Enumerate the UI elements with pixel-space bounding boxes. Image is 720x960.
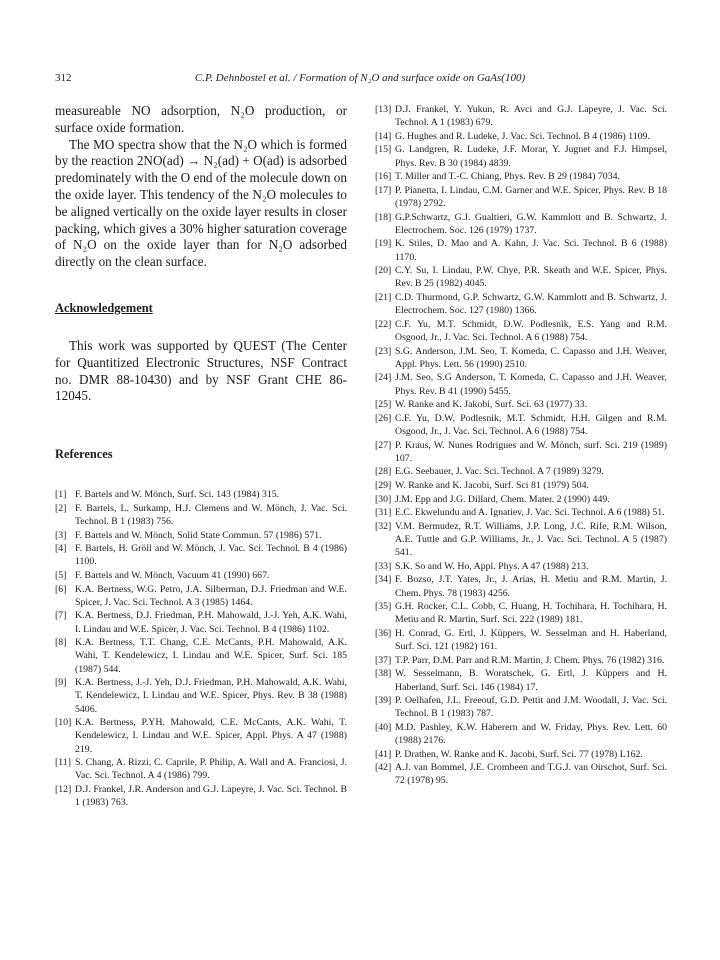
reference-item: [375, 211, 667, 237]
reference-number: [10]: [55, 717, 72, 729]
reference-item: [55, 636, 347, 676]
reference-number: [40]: [375, 721, 392, 733]
paragraph-2: The MO spectra show that the N₂O which is formed by the reaction 2NO(ad) → N₂(ad) + O(ad) is adsorbed predominately with the O end of the molecule down on the oxide layer. This tendency of the N₂O molecules to be aligned vertically on the oxide layer results in closer packing, which gives a 30% higher saturation coverage of N₂O on the oxide layer than for N₂O adsorbed directly on the clean surface.: [55, 136, 347, 270]
reference-item: [375, 761, 667, 787]
reference-number: [6]: [55, 583, 67, 595]
left-column: [55, 103, 347, 810]
reference-number: [4]: [55, 543, 67, 555]
reference-text: P. Oelhafen, J.L. Freeouf, G.D. Pettit and J.M. Woodall, J. Vac. Sci. Technol. B 1 (1983) 787.: [395, 695, 667, 720]
reference-item: [375, 573, 667, 599]
reference-text: S. Chang, A. Rizzi, C. Caprile, P. Philip, A. Wall and A. Franciosi, J. Vac. Sci. Technol. A 4 (1986) 799.: [75, 757, 347, 782]
reference-item: [375, 627, 667, 653]
page-number: 312: [55, 72, 72, 84]
reference-number: [17]: [375, 184, 392, 196]
references-list-left: [55, 488, 347, 809]
reference-text: J.M. Epp and J.G. Dillard, Chem. Mater. 2 (1990) 449.: [395, 493, 610, 505]
running-title: C.P. Dehnbostel et al. / Formation of N₂O and surface oxide on GaAs(100): [194, 72, 526, 84]
reference-text: K.A. Bertness, T.T. Chang, C.E. McCants, P.H. Mahowald, A.K. Wahi, T. Kendelewicz, I. Lindau and W.E. Spicer, Surf. Sci. 185 (1987) 544.: [75, 637, 347, 675]
reference-item: [375, 493, 667, 506]
reference-text: F. Bartels, H. Gröll and W. Mönch, J. Vac. Sci. Technol. B 4 (1986) 1100.: [75, 543, 347, 568]
reference-item: [375, 439, 667, 465]
reference-item: [375, 398, 667, 411]
reference-number: [27]: [375, 439, 392, 451]
reference-text: V.M. Bermudez, R.T. Williams, J.P. Long, J.C. Rife, R.M. Wilson, A.E. Tuttle and G.P. Williams, Jr., J. Vac. Sci. Technol. A 5 (1987) 541.: [395, 520, 667, 559]
reference-item: [375, 130, 667, 143]
reference-number: [33]: [375, 560, 392, 572]
reference-number: [3]: [55, 529, 67, 541]
reference-number: [30]: [375, 493, 392, 505]
reference-text: J.M. Seo, S.G Anderson, T. Komeda, C. Capasso and J.H. Weaver, Phys. Rev. B 41 (1990) 5455.: [395, 372, 667, 397]
reference-item: [375, 318, 667, 344]
reference-item: [375, 694, 667, 720]
reference-text: S.G. Anderson, J.M. Seo, T. Komeda, C. Capasso and J.H. Weaver, Appl. Phys. Lett. 56 (1990) 2510.: [395, 345, 667, 370]
reference-number: [8]: [55, 637, 67, 649]
reference-number: [31]: [375, 507, 392, 519]
reference-number: [15]: [375, 144, 392, 156]
reference-item: [375, 667, 667, 693]
reference-item: [55, 676, 347, 716]
reference-text: G. Landgren, R. Ludeke, J.F. Morar, Y. Jugnet and F.J. Himpsel, Phys. Rev. B 30 (1984) 4839.: [395, 144, 667, 169]
reference-text: K.A. Bertness, D.J. Friedman, P.H. Mahowald, J.-J. Yeh, A.K. Wahi, I. Lindau and W.E. Spicer, J. Vac. Sci. Technol. B 4 (1986) 1102.: [75, 610, 347, 635]
reference-number: [18]: [375, 211, 392, 223]
reference-text: F. Bartels and W. Mönch, Surf. Sci. 143 (1984) 315.: [75, 489, 280, 501]
reference-text: F. Bartels, L. Surkamp, H.J. Clemens and W. Mönch, J. Vac. Sci. Technol. B 1 (1983) 756.: [75, 502, 347, 527]
reference-text: C.D. Thurmond, G.P. Schwartz, G.W. Kammlott and B. Schwartz, J. Electrochem. Soc. 127 (1980) 1366.: [395, 291, 667, 317]
reference-number: [16]: [375, 171, 392, 183]
reference-item: [55, 609, 347, 635]
reference-text: S.K. So and W. Ho, Appl. Phys. A 47 (1988) 213.: [395, 560, 589, 572]
reference-number: [23]: [375, 345, 392, 357]
reference-number: [9]: [55, 677, 67, 689]
reference-text: F. Bartels and W. Mönch, Solid State Commun. 57 (1986) 571.: [75, 529, 322, 541]
reference-text: C.F. Yu, D.W. Podlesnik, M.T. Schmidt, H.H. Gilgen and R.M. Osgood, Jr., J. Vac. Sci. Technol. A 6 (1988) 754.: [395, 412, 667, 437]
reference-text: G.H. Rocker, C.L. Cobb, C. Huang, H. Tochihara, H. Tochihara, H. Metiu and R. Martin, Surf. Sci. 222 (1989) 181.: [395, 601, 667, 626]
reference-number: [13]: [375, 104, 392, 115]
reference-item: [375, 748, 667, 761]
reference-number: [25]: [375, 399, 392, 411]
reference-number: [21]: [375, 291, 392, 303]
reference-text: F. Bozso, J.T. Yates, Jr., J. Arias, H. Metiu and R.M. Martin, J. Chem. Phys. 78 (1983) 4256.: [395, 574, 667, 599]
reference-number: [11]: [55, 757, 71, 769]
reference-item: [55, 488, 347, 501]
reference-number: [2]: [55, 502, 67, 514]
references-heading: References: [55, 447, 113, 462]
acknowledgement-body: [55, 338, 347, 405]
reference-item: [375, 721, 667, 747]
reference-text: H. Conrad, G. Ertl, J. Küppers, W. Sesselman and H. Haberland, Surf. Sci. 121 (1982) 161.: [395, 627, 667, 653]
reference-text: P. Pianetta, I. Lindau, C.M. Garner and W.E. Spicer, Phys. Rev. B 18 (1978) 2792.: [395, 184, 667, 209]
acknowledgement-heading: Acknowledgement: [55, 300, 153, 315]
reference-item: [375, 560, 667, 573]
reference-text: C.F. Yu, M.T. Schmidt, D.W. Podlesnik, E.S. Yang and R.M. Osgood, Jr., J. Vac. Sci. Technol. A 6 (1988) 754.: [395, 318, 667, 343]
reference-item: [375, 237, 667, 263]
reference-item: [375, 264, 667, 290]
right-column: [375, 103, 667, 788]
reference-text: G. Hughes and R. Ludeke, J. Vac. Sci. Technol. B 4 (1986) 1109.: [395, 130, 650, 142]
reference-number: [12]: [55, 783, 72, 795]
reference-number: [37]: [375, 654, 392, 666]
reference-number: [22]: [375, 318, 392, 330]
reference-text: E.G. Seebauer, J. Vac. Sci. Technol. A 7 (1989) 3279.: [395, 466, 604, 478]
reference-number: [19]: [375, 238, 392, 250]
reference-number: [20]: [375, 265, 392, 277]
reference-item: [375, 170, 667, 183]
reference-text: K.A. Bertness, P.YH. Mahowald, C.E. McCants, A.K. Wahi, T. Kendelewicz, I. Lindau and W.E. Spicer, Appl. Phys. A 47 (1988) 219.: [75, 717, 347, 755]
reference-item: [375, 143, 667, 169]
reference-item: [375, 412, 667, 438]
reference-text: K.A. Bertness, W.G. Petro, J.A. Silberman, D.J. Friedman and W.E. Spicer, J. Vac. Sci. Technol. A 3 (1985) 1464.: [75, 583, 347, 608]
reference-text: C.Y. Su, I. Lindau, P.W. Chye, P.R. Skeath and W.E. Spicer, Phys. Rev. B 25 (1982) 4045.: [395, 265, 667, 290]
reference-text: D.J. Frankel, Y. Yukun, R. Avci and G.J. Lapeyre, J. Vac. Sci. Technol. A 1 (1983) 679.: [395, 104, 667, 129]
reference-text: M.D. Pashley, K.W. Haberern and W. Friday, Phys. Rev. Lett. 60 (1988) 2176.: [395, 721, 667, 747]
reference-item: [375, 520, 667, 560]
reference-item: [375, 465, 667, 478]
reference-number: [35]: [375, 601, 392, 613]
reference-item: [55, 542, 347, 568]
reference-number: [28]: [375, 466, 392, 478]
running-header: [55, 72, 665, 88]
reference-text: T.P. Parr, D.M. Parr and R.M. Martin, J. Chem. Phys. 76 (1982) 316.: [395, 654, 665, 666]
reference-item: [55, 502, 347, 528]
reference-text: P. Drathen, W. Ranke and K. Jacobi, Surf. Sci. 77 (1978) L162.: [395, 748, 643, 760]
reference-text: E.C. Ekwelundu and A. Ignatiev, J. Vac. Sci. Technol. A 6 (1988) 51.: [395, 507, 665, 519]
reference-item: [55, 583, 347, 609]
reference-number: [34]: [375, 574, 392, 586]
references-list-right: [375, 103, 667, 788]
acknowledgement-text: This work was supported by QUEST (The Center for Quantitized Electronic Structures, NSF Contract no. DMR 88-10430) and by NSF Grant CHE 86-12045.: [55, 337, 347, 404]
reference-item: [375, 103, 667, 129]
reference-item: [375, 600, 667, 626]
reference-text: K. Stiles, D. Mao and A. Kahn, J. Vac. Sci. Technol. B 6 (1988) 1170.: [395, 238, 667, 263]
reference-text: W. Ranke and K. Jacobi, Surf. Sci 81 (1979) 504.: [395, 479, 589, 491]
reference-number: [5]: [55, 569, 67, 581]
reference-number: [29]: [375, 479, 392, 491]
reference-item: [55, 569, 347, 582]
reference-number: [39]: [375, 695, 392, 707]
body-text: [55, 103, 347, 271]
reference-number: [26]: [375, 412, 392, 424]
reference-number: [24]: [375, 372, 392, 384]
reference-number: [32]: [375, 520, 392, 532]
reference-number: [7]: [55, 610, 67, 622]
reference-item: [55, 716, 347, 756]
reference-number: [36]: [375, 627, 392, 639]
reference-item: [375, 654, 667, 667]
reference-item: [375, 345, 667, 371]
reference-item: [375, 506, 667, 519]
reference-text: P. Kraus, W. Nunes Rodrigues and W. Mönch, surf. Sci. 219 (1989) 107.: [395, 439, 667, 464]
reference-item: [55, 783, 347, 809]
reference-item: [375, 184, 667, 210]
reference-text: D.J. Frankel, J.R. Anderson and G.J. Lapeyre, J. Vac. Sci. Technol. B 1 (1983) 763.: [75, 783, 347, 809]
reference-text: W. Sesselmann, B. Woratschek, G. Ertl, J. Küppers and H. Haberland, Surf. Sci. 146 (1984) 17.: [395, 668, 667, 693]
reference-text: T. Miller and T.-C. Chiang, Phys. Rev. B 29 (1984) 7034.: [395, 171, 620, 183]
reference-number: [38]: [375, 668, 392, 680]
reference-text: A.J. van Bommel, J.E. Crombeen and T.G.J. van Oirschot, Surf. Sci. 72 (1978) 95.: [395, 762, 667, 787]
reference-text: K.A. Bertness, J.-J. Yeh, D.J. Friedman, P.H. Mahowald, A.K. Wahi, T. Kendelewicz, I. Lindau and W.E. Spicer, Phys. Rev. B 38 (1988) 5406.: [75, 677, 347, 715]
reference-number: [41]: [375, 748, 392, 760]
paragraph-1: measureable NO adsorption, N₂O production, or surface oxide formation.: [55, 103, 347, 135]
reference-number: [42]: [375, 762, 392, 774]
reference-number: [1]: [55, 489, 67, 501]
reference-item: [55, 756, 347, 782]
reference-item: [375, 291, 667, 317]
reference-text: W. Ranke and K. Jakobi, Surf. Sci. 63 (1977) 33.: [395, 399, 588, 411]
reference-text: F. Bartels and W. Mönch, Vacuum 41 (1990) 667.: [75, 569, 270, 581]
reference-item: [375, 371, 667, 397]
reference-item: [375, 479, 667, 492]
reference-number: [14]: [375, 130, 392, 142]
reference-item: [55, 529, 347, 542]
reference-text: G.P.Schwartz, G.J. Gualtieri, G.W. Kammlott and B. Schwartz, J. Electrochem. Soc. 126 (1979) 1737.: [395, 211, 667, 236]
